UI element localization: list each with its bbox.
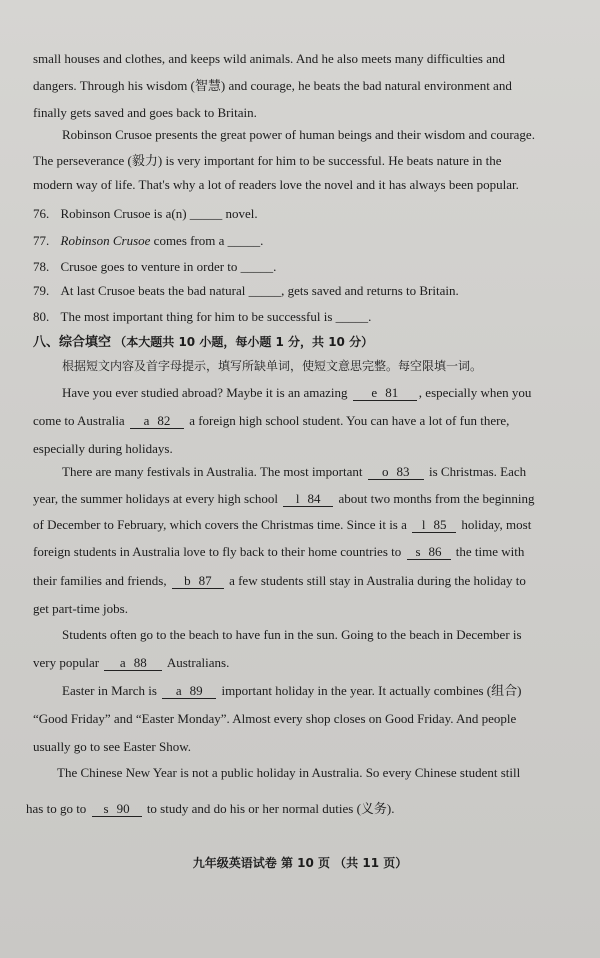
passage-line: small houses and clothes, and keeps wild animals. And he also meets many difficulties and	[33, 51, 505, 66]
hint-letter: a	[143, 413, 150, 428]
cloze-text: their families and friends,	[33, 573, 167, 588]
section-instruction: 根据短文内容及首字母提示，填写所缺单词，使短文意思完整。每空限填一词。	[62, 359, 483, 373]
question-80	[33, 308, 600, 326]
hint-letter: a	[119, 655, 126, 670]
question-text: The most important thing for him to be successful is _____.	[60, 309, 372, 324]
cloze-line: Students often go to the beach to have fun in the sun. Going to the beach in December is	[62, 627, 522, 642]
blank-89[interactable]	[162, 684, 216, 699]
hint-letter: e	[371, 385, 378, 400]
question-77	[33, 232, 600, 250]
blank-number: 83	[396, 464, 410, 479]
blank-number: 89	[189, 683, 203, 698]
blank-86[interactable]	[407, 545, 451, 560]
cloze-line	[33, 516, 600, 534]
question-text: comes from a _____.	[150, 233, 264, 248]
question-number: 77.	[33, 233, 50, 248]
section-title: 八、综合填空	[33, 335, 112, 350]
book-title: Robinson Crusoe	[60, 233, 151, 248]
cloze-line	[62, 682, 600, 700]
cloze-text: about two months from the beginning	[338, 491, 535, 506]
cloze-line	[33, 654, 600, 672]
cloze-line	[33, 490, 600, 508]
hint-letter: o	[382, 464, 389, 479]
hint-letter: s	[103, 801, 109, 816]
cloze-line: The Chinese New Year is not a public holiday in Australia. So every Chinese student still	[57, 765, 521, 780]
cloze-text: has to go to	[26, 801, 87, 816]
question-text: At last Crusoe beats the bad natural _____, gets saved and returns to Britain.	[60, 283, 459, 298]
cloze-line: especially during holidays.	[33, 441, 173, 456]
cloze-line: usually go to see Easter Show.	[33, 739, 192, 754]
cloze-text: Have you ever studied abroad? Maybe it is an amazing	[62, 385, 348, 400]
cloze-text: the time with	[455, 544, 525, 559]
question-number: 79.	[33, 283, 50, 298]
blank-83[interactable]	[368, 465, 424, 480]
blank-number: 85	[433, 517, 447, 532]
blank-number: 82	[157, 413, 171, 428]
cloze-text: holiday, most	[461, 517, 532, 532]
question-78	[33, 258, 600, 276]
cloze-line: “Good Friday” and “Easter Monday”. Almost every shop closes on Good Friday. And people	[33, 711, 517, 726]
cloze-text: is Christmas. Each	[429, 464, 527, 479]
blank-number: 81	[385, 385, 399, 400]
blank-85[interactable]	[412, 518, 456, 533]
passage-line: dangers. Through his wisdom (智慧) and courage, he beats the bad natural environment and	[33, 78, 512, 93]
hint-letter: a	[175, 683, 182, 698]
hint-letter: l	[421, 517, 426, 532]
cloze-text: a foreign high school student. You can have a lot of fun there,	[189, 413, 510, 428]
question-79	[33, 282, 600, 300]
cloze-text: come to Australia	[33, 413, 125, 428]
page-footer: 九年级英语试卷 第 10 页 （共 11 页）	[192, 856, 408, 870]
cloze-line	[33, 572, 600, 590]
passage-line: The perseverance (毅力) is very important for him to be successful. He beats nature in the	[33, 153, 502, 168]
hint-letter: l	[295, 491, 300, 506]
question-number: 76.	[33, 206, 50, 221]
blank-number: 86	[428, 544, 442, 559]
question-text: Robinson Crusoe is a(n) _____ novel.	[60, 206, 258, 221]
passage-line: modern way of life. That's why a lot of readers love the novel and it has always been popular.	[33, 177, 519, 192]
cloze-line	[33, 543, 600, 561]
hint-letter: s	[415, 544, 421, 559]
cloze-line	[33, 412, 600, 430]
section-score: （本大题共 10 小题，每小题 1 分，共 10 分）	[114, 335, 374, 349]
blank-84[interactable]	[283, 492, 333, 507]
hint-letter: b	[184, 573, 191, 588]
question-number: 80.	[33, 309, 50, 324]
cloze-text: foreign students in Australia love to fly back to their home countries to	[33, 544, 402, 559]
blank-87[interactable]	[172, 574, 224, 589]
cloze-line: get part-time jobs.	[33, 601, 128, 616]
blank-90[interactable]	[92, 802, 142, 817]
cloze-text: Australians.	[166, 655, 230, 670]
section-header	[33, 333, 600, 352]
blank-number: 87	[198, 573, 212, 588]
cloze-text: There are many festivals in Australia. The most important	[62, 464, 363, 479]
cloze-text: , especially when you	[418, 385, 532, 400]
cloze-line	[62, 384, 600, 402]
blank-82[interactable]	[130, 414, 184, 429]
cloze-text: year, the summer holidays at every high school	[33, 491, 278, 506]
cloze-text: a few students still stay in Australia during the holiday to	[229, 573, 526, 588]
blank-81[interactable]	[353, 386, 417, 401]
cloze-text: Easter in March is	[62, 683, 157, 698]
passage-line: Robinson Crusoe presents the great power of human beings and their wisdom and courage.	[62, 127, 535, 142]
question-number: 78.	[33, 259, 50, 274]
passage-line: finally gets saved and goes back to Britain.	[33, 105, 257, 120]
cloze-text: important holiday in the year. It actually combines (组合)	[221, 683, 522, 698]
cloze-line	[62, 463, 600, 481]
cloze-text: very popular	[33, 655, 100, 670]
blank-number: 90	[116, 801, 130, 816]
blank-number: 88	[133, 655, 147, 670]
cloze-text: of December to February, which covers the Christmas time. Since it is a	[33, 517, 407, 532]
question-76	[33, 205, 600, 223]
blank-88[interactable]	[104, 656, 162, 671]
cloze-text: to study and do his or her normal duties (义务).	[146, 801, 395, 816]
question-text: Crusoe goes to venture in order to _____.	[60, 259, 277, 274]
cloze-line	[26, 800, 600, 818]
blank-number: 84	[307, 491, 321, 506]
